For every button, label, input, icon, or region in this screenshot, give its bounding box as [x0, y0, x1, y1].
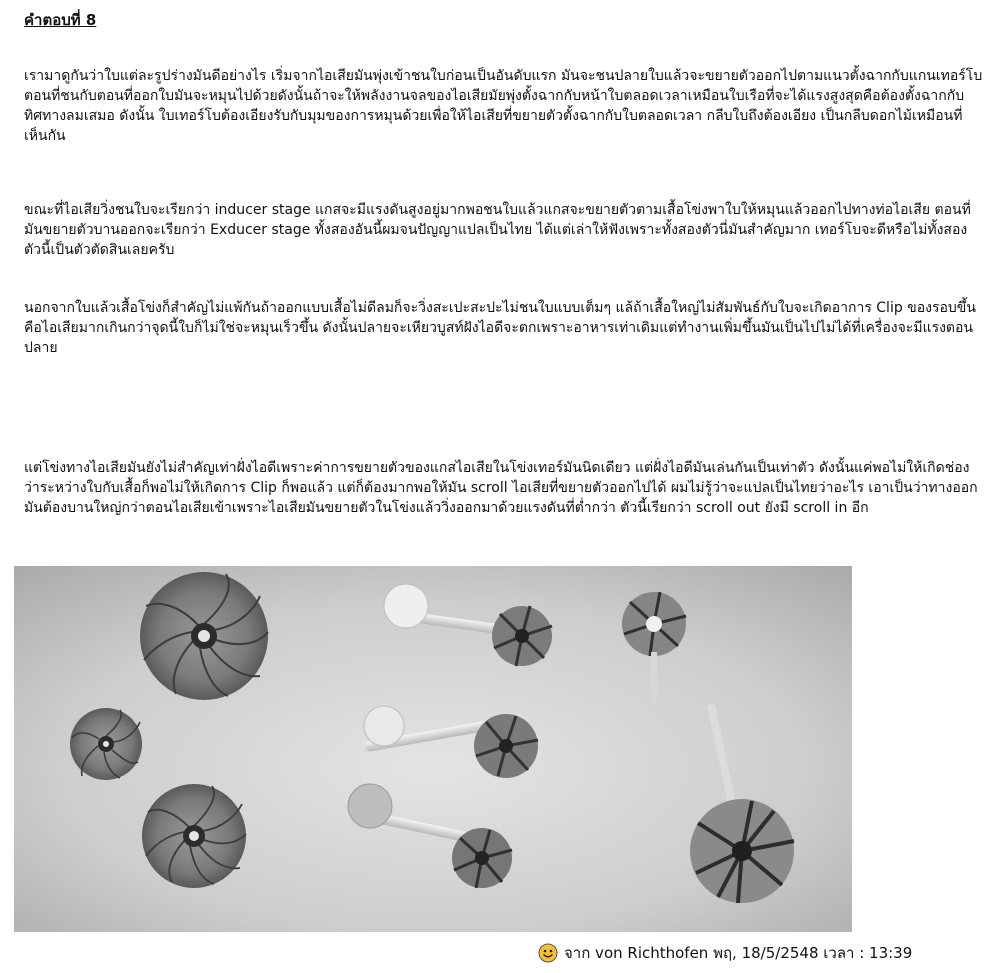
post-author-date: จาก von Richthofen พฤ, 18/5/2548 เวลา : 13:39 [564, 944, 913, 962]
paragraph-housing-clip: นอกจากใบแล้วเสื้อโข่งก็สำคัญไม่แพ้กันถ้าออกแบบเสื้อไม่ดีลมก็จะวิ่งสะเปะสะปะไม่ชนใบแบบเต็มๆ แล้ถ้าเสื้อใหญ่ไม่สัมพันธ์กับใบจะเกิดอาการ Clip ของรอบขึ้น คือไอเสียมากเกินกว่าจุดนี้ใบก็ไม่ใช่จะหมุนเร็วขึ้น ดังนั้นปลายจะเหียวบูสท์ฝังไอดีจะตกเพราะอาหารเท่าเดิมแต่ทำงานเพิ่มขึ้นมันเป็นไปไม่ได้ที่เครื่องจะมีแรงตอนปลาย [24, 300, 976, 356]
paragraph-inducer-exducer: ขณะที่ไอเสียวิ่งชนใบจะเรียกว่า inducer stage แกสจะมีแรงดันสูงอยู่มากพอชนใบแล้วแกสจะขยายตัวตามเสื้อโข่งพาใบให้หมุนแล้วออกไปทางท่อไอเสีย ตอนที่มันขยายตัวบานออกจะเรียกว่า Exducer stage ทั้งสองอันนี้ผมจนปัญญาแปลเป็นไทย ได้แต่เล่าให้ฟังเพราะทั้งสองตัวนี่มันสำคัญมาก เทอร์โบจะดีหรือไม่ทั้งสองตัวนี้เป็นตัวตัดสินเลยครับ [24, 202, 971, 258]
compressor-wheel-large [140, 572, 268, 700]
compressor-wheel-bottom [142, 784, 246, 888]
turbo-wheels-photo [14, 566, 852, 932]
smiley-emoticon-icon [538, 943, 558, 963]
compressor-wheel-small [70, 708, 142, 780]
paragraph-blade-shape: เรามาดูกันว่าใบแต่ละรูปร่างมันดีอย่างไร เริ่มจากไอเสียมันพุ่งเข้าชนใบก่อนเป็นอันดับแรก มันจะชนปลายใบแล้วจะขยายตัวออกไปตามแนวตั้งฉากกับแกนเทอร์โบ ตอนที่ชนกับตอนที่ออกใบมันจะหมุนไปด้วยดังนั้นถ้าจะให้พลังงานจลของไอเสียมัยพุ่งตั้งฉากกับหน้าใบตลอดเวลาเหมือนใบเรือที่จะได้แรงสูงสุดคือต้องตั้งฉากกับทิศทางลมเสมอ ดังนั้น ใบเทอร์โบต้องเอียงรับกับมุมของการหมุนด้วยเพื่อให้ไอเสียที่ขยายตัวตั้งฉากกับใบตลอดเวลา กลีบใบถึงต้องเอียง เป็นกลีบดอกไม้เหมือนที่เห็นกัน [24, 68, 983, 144]
paragraph-scroll: แต่โข่งทางไอเสียมันยังไม่สำคัญเท่าฝั่งไอดีเพราะค่าการขยายตัวของแกสไอเสียในโข่งเทอร์มันนิดเดียว แต่ฝั่งไอดีมันเล่นกันเป็นเท่าตัว ดังนั้นแค่พอไม่ให้เกิดช่องว่าระหว่างใบกับเสื้อก็พอไม่ให้เกิดการ Clip ก็พอแล้ว แต่ก็ต้องมากพอให้มัน scroll ไอเสียที่ขยายตัวออกไปได้ ผมไม่รู้ว่าจะแปลเป็นไทยว่าอะไร เอาเป็นว่าทางออกมันต้องบานใหญ่กว่าตอนไอเสียเข้าเพราะไอเสียมันขยายตัวในโข่งแล้ววิ่งออกมาด้วยแรงดันที่ต่ำกว่า ตัวนี้เรียกว่า scroll out ยังมี scroll in อีก [24, 460, 978, 516]
answer-heading: คำตอบที่ 8 [24, 11, 97, 29]
post-footer [538, 940, 912, 966]
